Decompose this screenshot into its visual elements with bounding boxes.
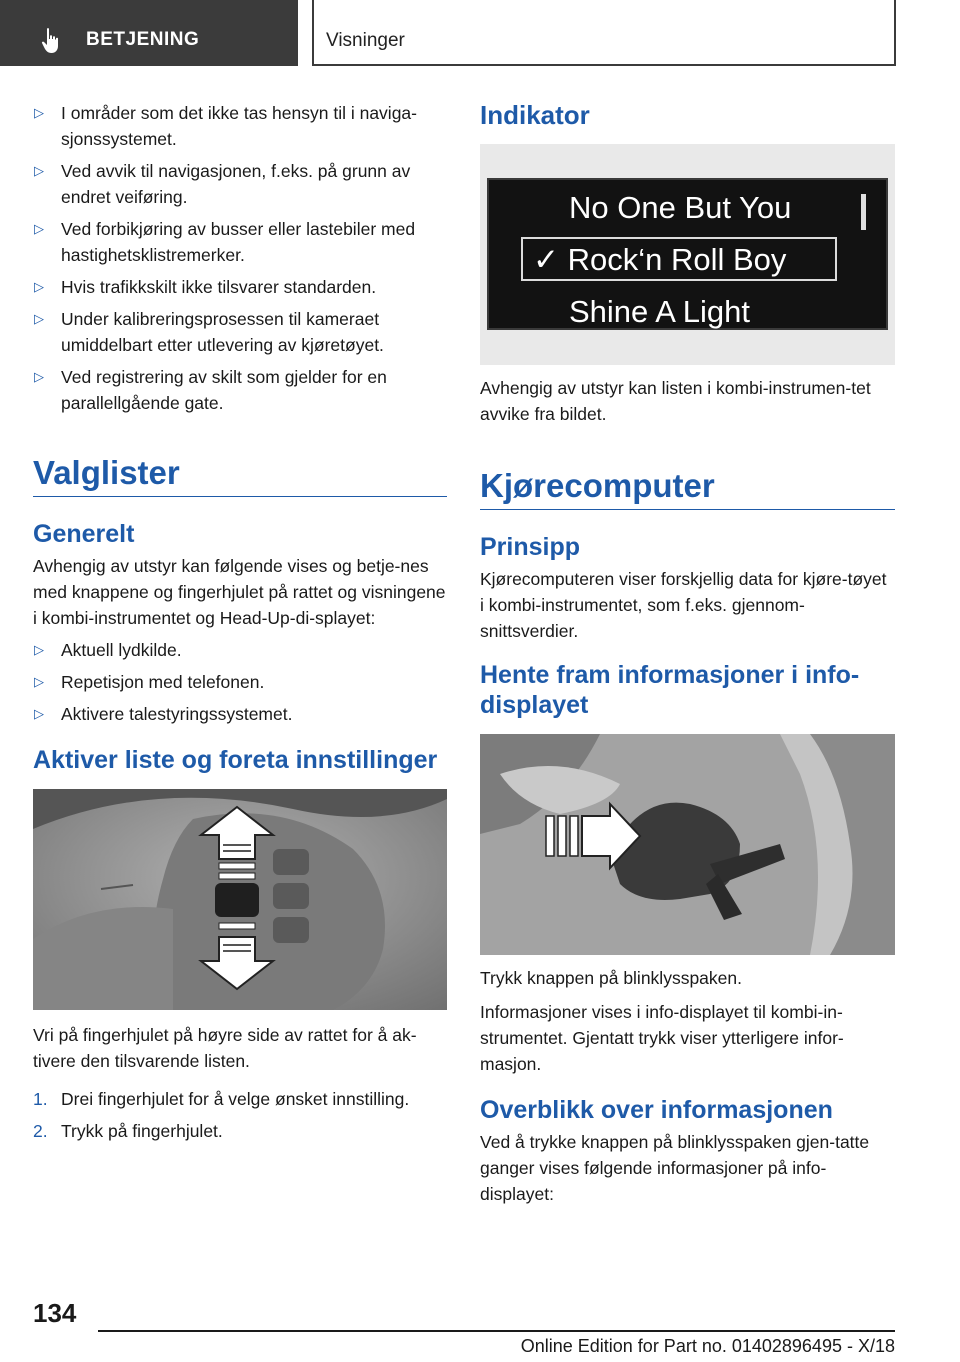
fetch-paragraph-1: Trykk knappen på blinklysspaken. xyxy=(480,968,742,988)
edition-note: Online Edition for Part no. 01402896495 - X/18 xyxy=(520,1336,895,1356)
display-scrollbar xyxy=(861,194,866,230)
overview-paragraph: Ved å trykke knappen på blinklysspaken gjen-tatte ganger vises følgende informasjoner på info-displayet: xyxy=(480,1132,870,1204)
general-paragraph: Avhengig av utstyr kan følgende vises og betje-nes med knappene og fingerhjulet på rattet og visningene i kombi-instrumentet og Head-Up-di-splayet: xyxy=(33,556,446,628)
steering-wheel-illustration xyxy=(33,789,447,1010)
display-list-item-selected: ✓ Rock‘n Roll Boy xyxy=(533,242,787,277)
stalk-illustration xyxy=(480,734,895,955)
chapter-tab xyxy=(312,0,896,66)
list-item: ▷ Aktuell lydkilde. xyxy=(33,637,447,663)
hand-pointer-icon xyxy=(40,27,64,55)
page-header xyxy=(0,0,960,66)
triangle-bullet-icon: ▷ xyxy=(34,163,44,178)
triangle-bullet-icon: ▷ xyxy=(34,369,44,384)
triangle-bullet-icon: ▷ xyxy=(34,706,44,721)
turn-signal-stalk-figure xyxy=(480,734,895,955)
footer-divider xyxy=(98,1330,895,1332)
triangle-bullet-icon: ▷ xyxy=(34,279,44,294)
list-item: ▷ Ved registrering av skilt som gjelder for en parallellgående gate. xyxy=(33,364,447,416)
principle-paragraph: Kjørecomputeren viser forskjellig data for kjøre-tøyet i kombi-instrumentet, som f.eks. gjennom-snittsverdier. xyxy=(480,569,887,641)
steps-list xyxy=(33,1086,447,1144)
display-list-item: Shine A Light xyxy=(569,294,750,329)
triangle-bullet-icon: ▷ xyxy=(34,105,44,120)
list-item: ▷ I områder som det ikke tas hensyn til i naviga-sjonssystemet. xyxy=(33,100,447,152)
triangle-bullet-icon: ▷ xyxy=(34,311,44,326)
heading-activate-list: Aktiver liste og foreta innstillinger xyxy=(33,746,438,774)
list-item: ▷ Under kalibreringsprosessen til kameraet umiddelbart etter utlevering av kjøretøyet. xyxy=(33,306,447,358)
list-item: ▷ Hvis trafikkskilt ikke tilsvarer standarden. xyxy=(33,274,447,300)
page-number: 134 xyxy=(33,1298,77,1328)
list-display-screen xyxy=(487,178,888,330)
wheel-figure-caption: Vri på fingerhjulet på høyre side av rattet for å ak-tivere den tilsvarende listen. xyxy=(33,1025,417,1071)
list-item: ▷ Ved forbikjøring av busser eller lastebiler med hastighetsklistremerker. xyxy=(33,216,447,268)
heading-fetch-info: Hente fram informasjoner i info-displayet xyxy=(480,661,860,719)
list-item: ▷ Aktivere talestyringssystemet. xyxy=(33,701,447,727)
general-list xyxy=(33,637,447,727)
list-item: ▷ Repetisjon med telefonen. xyxy=(33,669,447,695)
section-tab xyxy=(0,0,298,66)
heading-indikator: Indikator xyxy=(480,100,590,130)
list-item: ▷ Ved avvik til navigasjonen, f.eks. på grunn av endret veiføring. xyxy=(33,158,447,210)
triangle-bullet-icon: ▷ xyxy=(34,642,44,657)
triangle-bullet-icon: ▷ xyxy=(34,674,44,689)
heading-generelt: Generelt xyxy=(33,520,135,548)
heading-prinsipp: Prinsipp xyxy=(480,533,581,561)
triangle-bullet-icon: ▷ xyxy=(34,221,44,236)
chapter-title-valglister: Valglister xyxy=(33,454,447,497)
section-label: BETJENING xyxy=(86,29,200,50)
steering-wheel-figure xyxy=(33,789,447,1010)
heading-overview: Overblikk over informasjonen xyxy=(480,1096,833,1124)
right-column xyxy=(480,100,895,1207)
indicator-caption: Avhengig av utstyr kan listen i kombi-instrumen-tet avvike fra bildet. xyxy=(480,378,871,424)
fetch-paragraph-2: Informasjoner vises i info-displayet til kombi-in-strumentet. Gjentatt trykk viser ytterligere infor-masjon. xyxy=(480,1002,844,1074)
indicator-display-figure xyxy=(480,144,895,365)
step-item: 2. Trykk på fingerhjulet. xyxy=(33,1121,223,1141)
chapter-title-kjorecomputer: Kjørecomputer xyxy=(480,467,895,510)
chapter-label: Visninger xyxy=(326,30,405,51)
conditions-list xyxy=(33,100,447,416)
display-list-item: No One But You xyxy=(569,190,792,225)
left-column xyxy=(33,100,447,1150)
step-item: 1. Drei fingerhjulet for å velge ønsket innstilling. xyxy=(33,1089,410,1109)
